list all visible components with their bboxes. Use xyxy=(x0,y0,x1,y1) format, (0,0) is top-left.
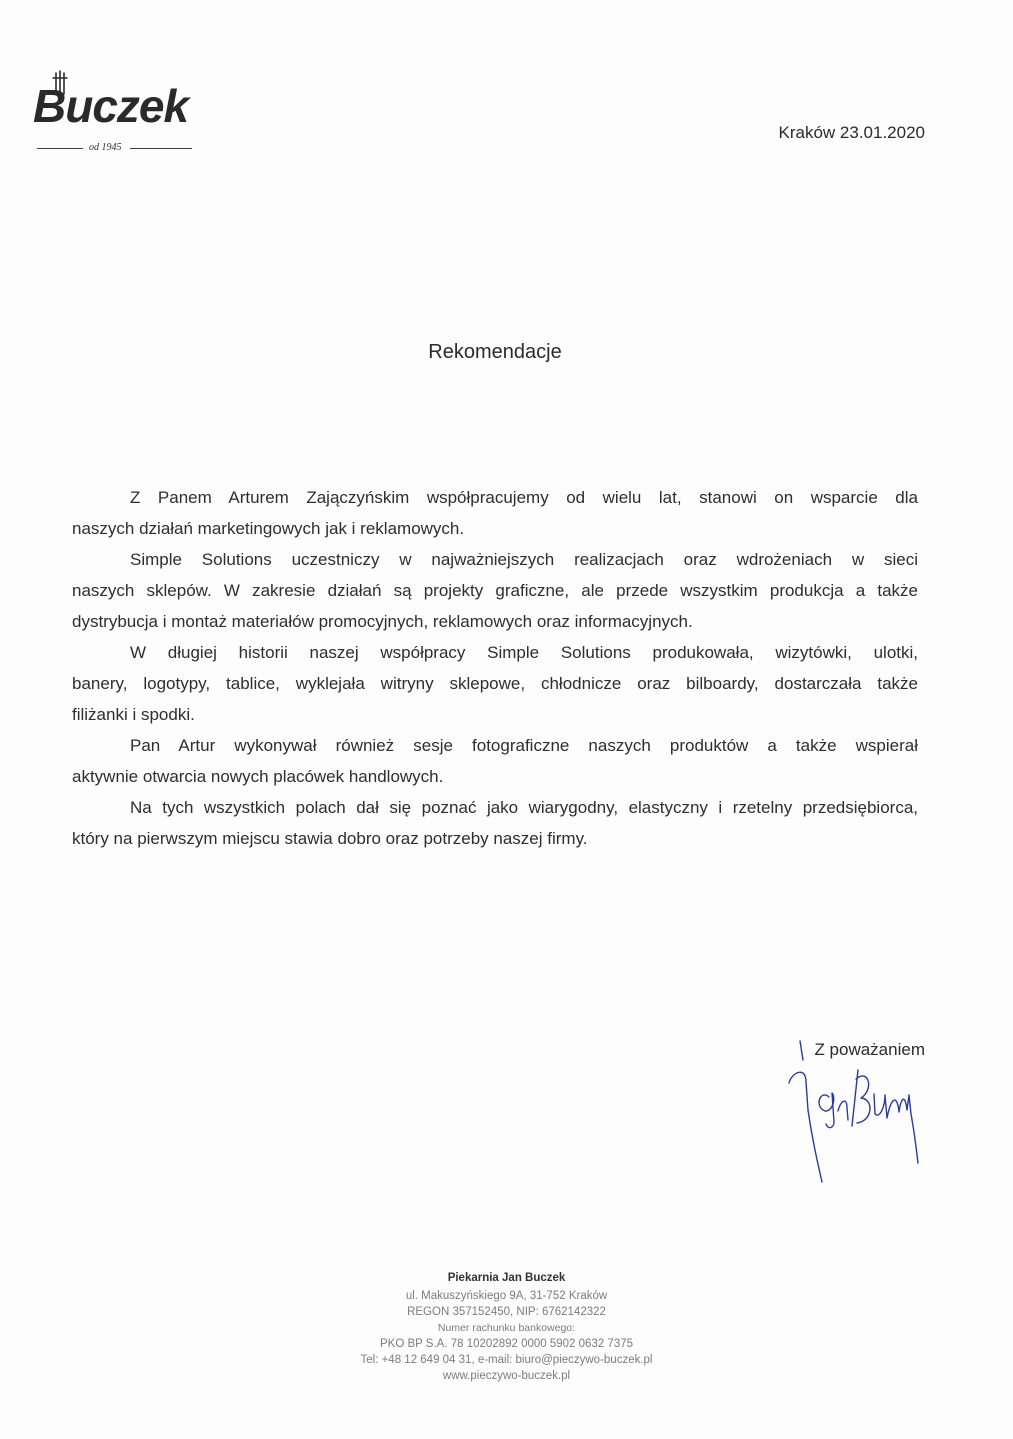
paragraph-line: Z Panem Arturem Zajączyńskim współpracujemy od wielu lat, stanowi on wsparcie dla xyxy=(130,488,918,507)
paragraph-line: Simple Solutions uczestniczy w najważniejszych realizacjach oraz wdrożeniach w sieci xyxy=(130,550,918,569)
footer-account: PKO BP S.A. 78 10202892 0000 5902 0632 7375 xyxy=(380,1338,633,1350)
paragraph-line: banery, logotypy, tablice, wyklejała witryny sklepowe, chłodnicze oraz bilboardy, dostarczała także xyxy=(72,674,918,693)
footer-registry: REGON 357152450, NIP: 6762142322 xyxy=(407,1306,606,1318)
logo-rule-right xyxy=(130,148,192,149)
paragraph-line: naszych działań marketingowych jak i reklamowych. xyxy=(72,519,465,538)
footer-account-label: Numer rachunku bankowego: xyxy=(437,1322,576,1334)
body-paragraph xyxy=(72,544,918,637)
place-date: Kraków 23.01.2020 xyxy=(778,123,925,142)
body-paragraph xyxy=(72,792,918,854)
letter-title: Rekomendacje xyxy=(428,341,562,363)
paragraph-line: aktywnie otwarcia nowych placówek handlowych. xyxy=(72,767,444,786)
closing-salutation: Z poważaniem xyxy=(814,1040,925,1059)
footer-contact: Tel: +48 12 649 04 31, e-mail: biuro@pieczywo-buczek.pl xyxy=(360,1354,653,1366)
paragraph-line: Na tych wszystkich polach dał się poznać jako wiarygodny, elastyczny i rzetelny przedsiębiorca, xyxy=(130,798,918,817)
body-paragraph xyxy=(72,637,918,730)
paragraph-line: filiżanki i spodki. xyxy=(72,705,195,724)
logo-rule-left xyxy=(37,148,83,149)
signature xyxy=(775,1035,935,1190)
paragraph-line: naszych sklepów. W zakresie działań są projekty graficzne, ale przede wszystkim produkcja a także xyxy=(72,581,918,600)
paragraph-line: W długiej historii naszej współpracy Simple Solutions produkowała, wizytówki, ulotki, xyxy=(130,643,918,662)
footer-company: Piekarnia Jan Buczek xyxy=(447,1272,566,1284)
body-paragraph xyxy=(72,482,918,544)
body-paragraph xyxy=(72,730,918,792)
logo-since-line xyxy=(37,142,192,154)
logo-since-text: od 1945 xyxy=(89,142,122,153)
letter-body xyxy=(72,482,918,854)
paragraph-line: który na pierwszym miejscu stawia dobro oraz potrzeby naszej firmy. xyxy=(72,829,588,848)
letterhead-footer xyxy=(0,1270,1013,1384)
footer-website: www.pieczywo-buczek.pl xyxy=(442,1370,571,1382)
paragraph-line: dystrybucja i montaż materiałów promocyjnych, reklamowych oraz informacyjnych. xyxy=(72,612,693,631)
logo-wordmark: Buczek xyxy=(33,80,189,132)
paragraph-line: Pan Artur wykonywał również sesje fotograficzne naszych produktów a także wspierał xyxy=(130,736,918,755)
company-logo xyxy=(30,68,202,160)
footer-address: ul. Makuszyńskiego 9A, 31-752 Kraków xyxy=(405,1290,608,1302)
